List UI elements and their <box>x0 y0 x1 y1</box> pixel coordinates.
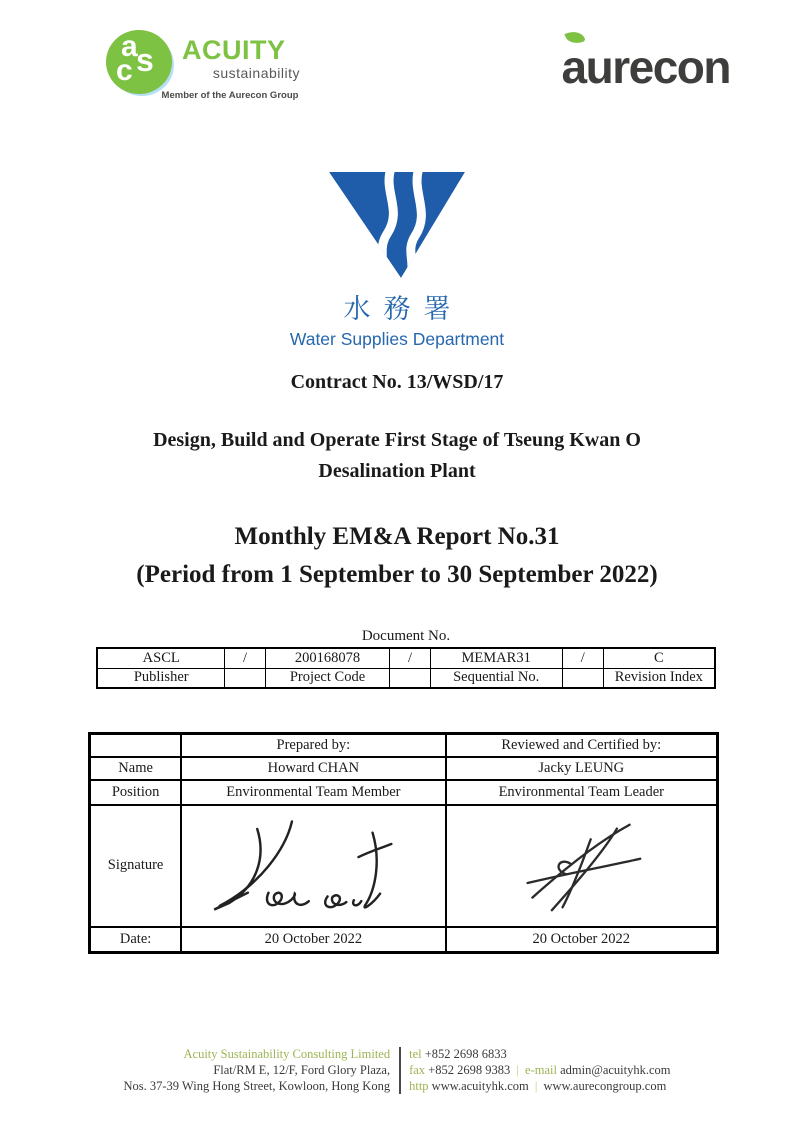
aurecon-logo <box>561 36 730 93</box>
fax-label: fax <box>409 1063 426 1077</box>
email-label: e-mail <box>525 1063 557 1077</box>
reviewed-by-header: Reviewed and Certified by: <box>446 734 718 757</box>
empty-cell <box>390 668 430 688</box>
project-title-line2: Desalination Plant <box>318 460 476 482</box>
document-number-values-row <box>97 648 715 668</box>
separator: | <box>534 1079 538 1093</box>
document-number-labels-row <box>97 668 715 688</box>
tel-label: tel <box>409 1047 422 1061</box>
acuity-wordmark: ACUITY <box>182 35 286 65</box>
wsd-english-name: Water Supplies Department <box>289 329 505 349</box>
publisher-label: Publisher <box>97 668 225 688</box>
email-value: admin@acuityhk.com <box>560 1063 671 1077</box>
project-code-label: Project Code <box>265 668 390 688</box>
document-number-caption: Document No. <box>361 628 451 644</box>
report-title-line1: Monthly EM&A Report No.31 <box>234 523 560 550</box>
sequential-no-value: MEMAR31 <box>430 648 562 668</box>
name-reviewed: Jacky LEUNG <box>446 757 718 780</box>
signature-label: Signature <box>90 805 182 927</box>
revision-index-label: Revision Index <box>603 668 715 688</box>
footer-web-line <box>409 1078 670 1094</box>
acuity-member-text: Member of the Aurecon Group <box>161 90 299 101</box>
signature-table <box>88 732 719 954</box>
date-prepared: 20 October 2022 <box>181 927 445 953</box>
document-number-table <box>96 647 716 689</box>
date-row <box>90 927 718 953</box>
asc-letter-s: s <box>136 42 154 78</box>
footer-tel-line <box>409 1046 670 1062</box>
position-prepared: Environmental Team Member <box>181 780 445 805</box>
http-label: http <box>409 1079 429 1093</box>
slash: / <box>225 648 265 668</box>
footer-company-name: Acuity Sustainability Consulting Limited <box>183 1047 391 1061</box>
separator: | <box>516 1063 519 1077</box>
jacky-leung-signature <box>506 815 656 917</box>
empty-cell <box>90 734 182 757</box>
empty-cell <box>562 668 603 688</box>
web2-value: www.aurecongroup.com <box>543 1079 667 1093</box>
name-prepared: Howard CHAN <box>181 757 445 780</box>
contract-number-title: Contract No. 13/WSD/17 <box>290 371 504 393</box>
footer-divider <box>399 1047 401 1094</box>
position-label: Position <box>90 780 182 805</box>
empty-cell <box>225 668 265 688</box>
project-title-line1: Design, Build and Operate First Stage of Tseung Kwan O <box>153 429 641 451</box>
wsd-logo-block <box>0 172 794 350</box>
wsd-chinese-name: 水務署 <box>343 294 464 325</box>
wsd-triangle-icon <box>327 172 467 278</box>
fax-value: +852 2698 9383 <box>428 1063 511 1077</box>
position-row <box>90 780 718 805</box>
footer-address-line1: Flat/RM E, 12/F, Ford Glory Plaza, <box>213 1063 391 1077</box>
project-title <box>0 425 794 487</box>
sequential-no-label: Sequential No. <box>430 668 562 688</box>
document-number-section <box>96 628 716 689</box>
footer-address-block <box>123 1046 390 1094</box>
asc-circle-icon <box>106 30 172 94</box>
signature-row <box>90 805 718 927</box>
revision-index-value: C <box>603 648 715 668</box>
signature-prepared-cell <box>181 805 445 927</box>
footer-contact-block <box>409 1046 670 1094</box>
howard-chan-signature <box>201 810 426 922</box>
aurecon-wordmark: aurecon <box>561 41 730 93</box>
slash: / <box>562 648 603 668</box>
report-title-line2: (Period from 1 September to 30 September 2022) <box>136 561 658 588</box>
report-title <box>0 518 794 594</box>
web1-value: www.acuityhk.com <box>431 1079 529 1093</box>
publisher-value: ASCL <box>97 648 225 668</box>
footer <box>0 1046 794 1094</box>
asc-letter-a: a <box>121 30 138 63</box>
slash: / <box>390 648 430 668</box>
tel-value: +852 2698 6833 <box>424 1047 507 1061</box>
signature-reviewed-cell <box>446 805 718 927</box>
signature-table-header-row <box>90 734 718 757</box>
date-label: Date: <box>90 927 182 953</box>
footer-fax-email-line <box>409 1062 670 1078</box>
date-reviewed: 20 October 2022 <box>446 927 718 953</box>
name-label: Name <box>90 757 182 780</box>
prepared-by-header: Prepared by: <box>181 734 445 757</box>
project-code-value: 200168078 <box>265 648 390 668</box>
acuity-tagline: sustainability <box>212 65 300 81</box>
position-reviewed: Environmental Team Leader <box>446 780 718 805</box>
footer-address-line2: Nos. 37-39 Wing Hong Street, Kowloon, Hong Kong <box>123 1079 391 1093</box>
acuity-logo <box>104 26 300 101</box>
asc-letter-c: c <box>116 54 133 87</box>
name-row <box>90 757 718 780</box>
